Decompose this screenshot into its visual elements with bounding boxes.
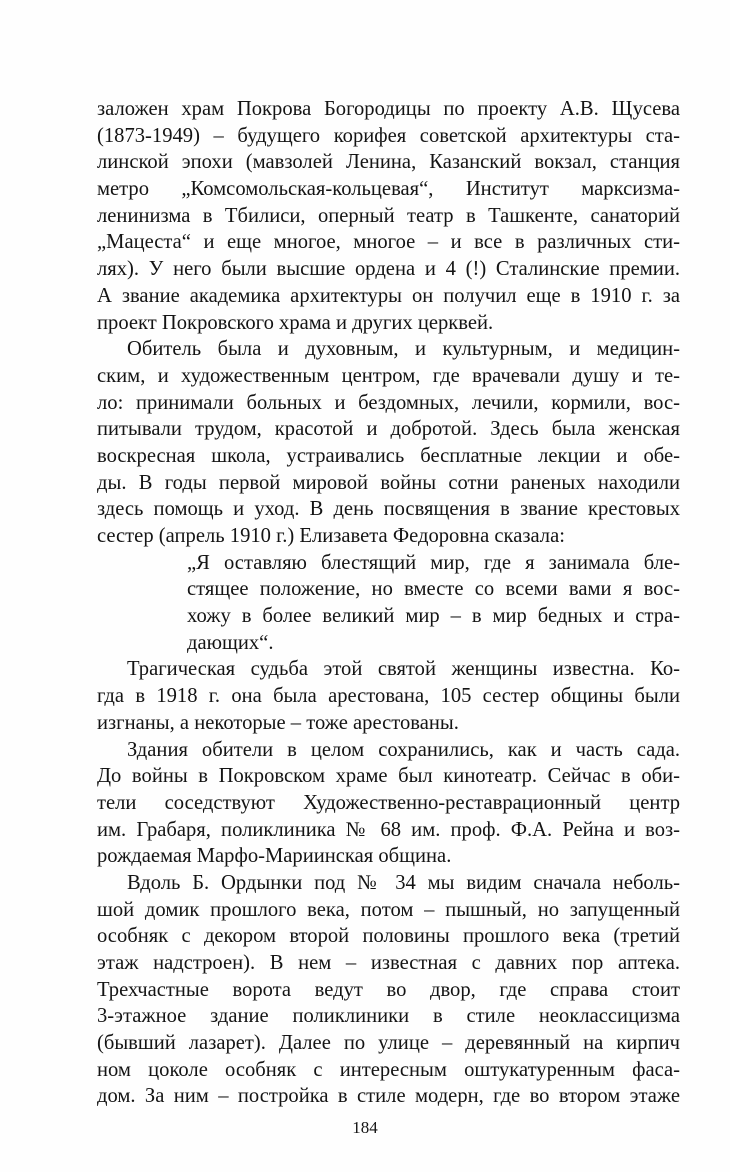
text-line: этаж надстроен). В нем – известная с давних пор аптека.	[97, 952, 680, 974]
text-line: ленинизма в Тбилиси, оперный театр в Ташкенте, санаторий	[97, 204, 680, 227]
text-line: ским, и художественным центром, где врачевали душу и те-	[97, 364, 680, 387]
text-line: изгнаны, а некоторые – тоже арестованы.	[97, 711, 459, 734]
text-line: 3-этажное здание поликлиники в стиле неоклассицизма	[97, 1005, 680, 1028]
text-line: метро „Комсомольская-кольцевая“, Институт марксизма-	[97, 178, 680, 201]
text-line: шой домик прошлого века, потом – пышный, но запущенный	[97, 898, 680, 921]
quote-line: стящее положение, но вместе со всеми вами я вос-	[187, 578, 680, 601]
text-line: ды. В годы первой мировой войны сотни раненых находили	[97, 471, 680, 494]
text-line: ном цоколе особняк с интересным оштукатуренным фаса-	[97, 1058, 680, 1081]
text-line: Трагическая судьба этой святой женщины известна. Ко-	[127, 658, 680, 681]
text-line: лях). У него были высшие ордена и 4 (!) Сталинские премии.	[97, 258, 680, 281]
quote-line: дающих“.	[187, 631, 274, 654]
body-text	[97, 96, 680, 1110]
text-line: особняк с декором второй половины прошлого века (третий	[97, 925, 680, 948]
text-line: питывали трудом, красотой и добротой. Здесь была женская	[97, 418, 680, 441]
text-line: Вдоль Б. Ордынки под № 34 мы видим сначала неболь-	[127, 871, 680, 894]
text-line: проект Покровского храма и других церквей.	[97, 311, 494, 334]
text-line: здесь помощь и уход. В день посвящения в звание крестовых	[97, 498, 680, 521]
text-line: До войны в Покровском храме был кинотеатр. Сейчас в оби-	[97, 765, 680, 788]
quote-block	[97, 550, 680, 657]
paragraph-fate	[97, 656, 680, 736]
text-line: воскресная школа, устраивались бесплатные лекции и обе-	[97, 444, 680, 467]
paragraph-buildings	[97, 737, 680, 870]
text-line: Трехчастные ворота ведут во двор, где справа стоит	[97, 978, 680, 1001]
text-line: дом. За ним – постройка в стиле модерн, где во втором этаже	[97, 1085, 680, 1108]
text-line: рождаемая Марфо-Мариинская община.	[97, 845, 452, 868]
text-line: (бывший лазарет). Далее по улице – деревянный на кирпич	[97, 1032, 680, 1055]
text-line: гда в 1918 г. она была арестована, 105 сестер общины были	[97, 685, 680, 708]
paragraph-ordynka	[97, 870, 680, 1110]
text-line: „Мацеста“ и еще многое, многое – и все в различных сти-	[97, 231, 680, 254]
text-line: тели соседствуют Художественно-реставрационный центр	[97, 791, 680, 814]
text-line: А звание академика архитектуры он получил еще в 1910 г. за	[97, 284, 680, 307]
text-line: Здания обители в целом сохранились, как и часть сада.	[127, 738, 680, 761]
text-line: заложен храм Покрова Богородицы по проекту А.В. Щусева	[97, 98, 680, 120]
text-line: (1873-1949) – будущего корифея советской архитектуры ста-	[97, 124, 680, 147]
text-line: ло: принимали больных и бездомных, лечили, кормили, вос-	[97, 391, 680, 414]
text-line: им. Грабаря, поликлиника № 68 им. проф. Ф.А. Рейна и воз-	[97, 818, 680, 841]
paragraph-cloister	[97, 336, 680, 550]
quote-line: „Я оставляю блестящий мир, где я занимала бле-	[187, 551, 680, 574]
text-line: сестер (апрель 1910 г.) Елизавета Федоровна сказала:	[97, 525, 565, 547]
quote-line: хожу в более великий мир – в мир бедных и стра-	[187, 605, 680, 628]
page-number: 184	[352, 1118, 378, 1137]
text-line: линской эпохи (мавзолей Ленина, Казанский вокзал, станция	[97, 151, 680, 174]
text-line: Обитель была и духовным, и культурным, и медицин-	[127, 338, 680, 361]
paragraph-shchusev	[97, 96, 680, 336]
